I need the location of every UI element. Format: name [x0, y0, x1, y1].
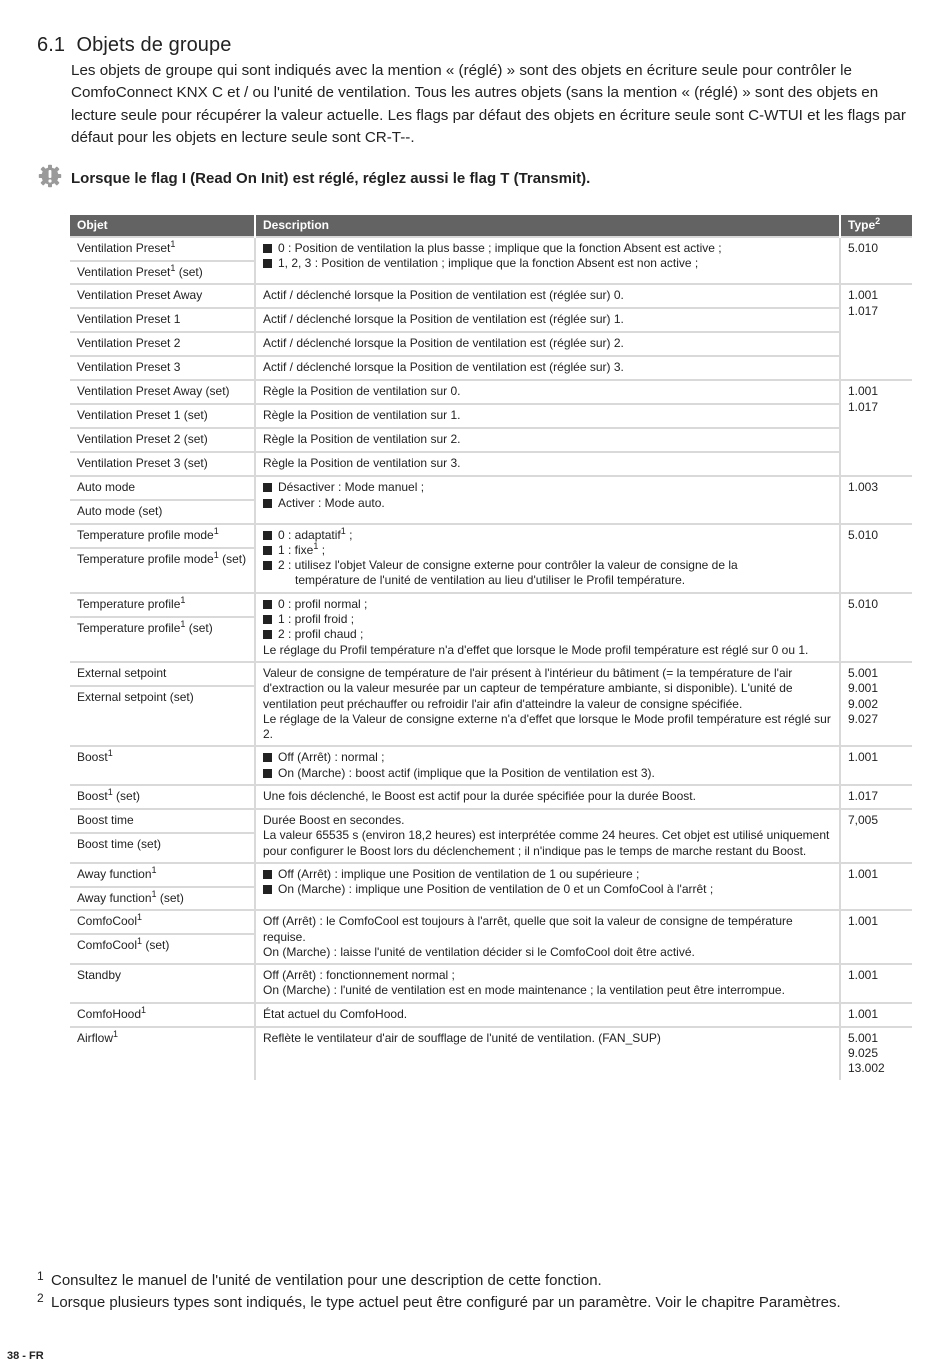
square-bullet-icon	[263, 753, 272, 762]
description-text: Règle la Position de ventilation sur 0.	[263, 384, 461, 399]
square-bullet-icon	[263, 259, 272, 268]
section-number: 6.1	[37, 34, 66, 56]
table-row	[70, 380, 912, 404]
table-row	[70, 809, 912, 863]
footnotes	[37, 1270, 907, 1314]
description-text: température de l'unité de ventilation au lieu d'utiliser le Profil température.	[295, 573, 686, 588]
type-value: 9.027	[848, 711, 879, 726]
description-text: Reflète le ventilateur d'air de soufflage de l'unité de ventilation. (FAN_SUP)	[263, 1030, 661, 1045]
object-name: Ventilation Preset 3 (set)	[77, 456, 208, 471]
object-name: Boost time (set)	[70, 832, 254, 855]
description-text: Durée Boost en secondes.	[263, 813, 405, 828]
description-text: Off (Arrêt) : le ComfoCool est toujours à l'arrêt, quelle que soit la valeur de consigne de température requise.	[263, 914, 793, 944]
object-name: Temperature profile mode$^1$ (set)	[70, 547, 254, 570]
bullet-item: On (Marche) : implique une Position de ventilation de 0 et un ComfoCool à l'arrêt ;	[263, 882, 832, 897]
type-cell	[840, 1027, 912, 1080]
description-text: Actif / déclenché lorsque la Position de ventilation est (réglée sur) 3.	[263, 360, 624, 375]
bullet-item: 1 : profil froid ;	[263, 612, 832, 627]
table-header-row	[70, 215, 912, 237]
object-name: Ventilation Preset Away (set)	[77, 384, 230, 399]
object-name: Temperature profile$^1$	[77, 594, 186, 611]
type-value: 1.017	[848, 399, 879, 414]
description-text: Règle la Position de ventilation sur 3.	[263, 456, 461, 471]
object-name: External setpoint	[77, 665, 167, 680]
table-row	[70, 356, 912, 380]
type-cell	[840, 785, 912, 809]
type-value: 1.001	[848, 750, 879, 765]
type-cell	[840, 380, 912, 476]
description-text: Valeur de consigne de température de l'air présent à l'intérieur du bâtiment (= la température de l'air d'extraction ou la valeur mesurée par un capteur de température ambiante, si disponible). L'unité de ventilation peut préchauffer ou refroidir l'air afin d'atteindre la valeur de consigne spécifiée.	[263, 665, 793, 711]
description-text: Actif / déclenché lorsque la Position de ventilation est (réglée sur) 1.	[263, 312, 624, 327]
warning-text: Lorsque le flag I (Read On Init) est réglé, réglez aussi le flag T (Transmit).	[71, 170, 591, 187]
square-bullet-icon	[263, 630, 272, 639]
warning-gear-icon	[38, 164, 62, 188]
square-bullet-icon	[263, 600, 272, 609]
object-name: Boost$^1$ (set)	[77, 787, 141, 804]
table-row	[70, 863, 912, 910]
description-text: Le réglage du Profil température n'a d'effet que lorsque le Mode profil température est réglé sur 0 ou 1.	[263, 642, 809, 657]
type-value: 9.002	[848, 696, 879, 711]
description-cell	[255, 452, 840, 476]
type-value: 1.017	[848, 789, 879, 804]
table-row	[70, 1027, 912, 1080]
table-row	[70, 428, 912, 452]
type-value: 1.001	[848, 288, 879, 303]
table-row	[70, 910, 912, 964]
description-text: Règle la Position de ventilation sur 2.	[263, 432, 461, 447]
square-bullet-icon	[263, 244, 272, 253]
description-cell	[255, 332, 840, 356]
square-bullet-icon	[263, 546, 272, 555]
type-cell	[840, 863, 912, 910]
object-cell	[70, 662, 255, 746]
bullet-item: On (Marche) : boost actif (implique que la Position de ventilation est 3).	[263, 766, 832, 781]
square-bullet-icon	[263, 885, 272, 894]
square-bullet-icon	[263, 615, 272, 624]
type-value: 1.001	[848, 1006, 879, 1021]
object-name: Auto mode (set)	[70, 499, 254, 522]
page-number: 38 - FR	[7, 1350, 44, 1362]
object-cell	[70, 356, 255, 380]
description-cell	[255, 476, 840, 523]
object-cell	[70, 524, 255, 593]
description-text: Off (Arrêt) : fonctionnement normal ;	[263, 968, 455, 983]
description-cell	[255, 308, 840, 332]
description-cell	[255, 809, 840, 863]
object-cell	[70, 964, 255, 1003]
description-cell	[255, 746, 840, 785]
table-row	[70, 746, 912, 785]
object-name: Away function$^1$ (set)	[70, 886, 254, 909]
bullet-item: 2 : profil chaud ;	[263, 627, 832, 642]
table-row	[70, 476, 912, 523]
object-name: Away function$^1$	[77, 864, 157, 881]
object-name: ComfoCool$^1$ (set)	[70, 933, 254, 956]
square-bullet-icon	[263, 870, 272, 879]
object-name: External setpoint (set)	[70, 685, 254, 708]
type-cell	[840, 910, 912, 964]
header-type: Type$^2$	[840, 215, 912, 237]
square-bullet-icon	[263, 531, 272, 540]
type-cell	[840, 476, 912, 523]
description-cell	[255, 237, 840, 284]
table-row	[70, 284, 912, 308]
object-name: Ventilation Preset 2 (set)	[77, 432, 208, 447]
table-body	[70, 237, 912, 1080]
object-name: ComfoHood$^1$	[77, 1004, 147, 1021]
type-value: 5.001	[848, 1030, 879, 1045]
table-row	[70, 404, 912, 428]
bullet-item: 1, 2, 3 : Position de ventilation ; implique que la fonction Absent est non active ;	[263, 256, 832, 271]
object-name: ComfoCool$^1$	[77, 912, 143, 929]
description-text: Actif / déclenché lorsque la Position de ventilation est (réglée sur) 0.	[263, 288, 624, 303]
intro-paragraph: Les objets de groupe qui sont indiqués avec la mention « (réglé) » sont des objets en écriture seule pour contrôler le ComfoConnect KNX C et / ou l'unité de ventilation. Tous les autres objets (sans la mention « (réglé) » sont des objets en lecture seule pour récupérer la valeur actuelle. Les flags par défaut des objets en écriture seule sont C-WTUI et les flags par défaut pour les objets en lecture seule sont CR-T--.	[71, 62, 906, 147]
bullet-item: 0 : profil normal ;	[263, 597, 832, 612]
header-objet: Objet	[70, 215, 255, 237]
type-value: 5.010	[848, 241, 879, 255]
type-value: 5.010	[848, 596, 879, 611]
table-row	[70, 662, 912, 746]
object-cell	[70, 785, 255, 809]
object-cell	[70, 452, 255, 476]
type-value: 7,005	[848, 813, 879, 828]
object-name: Airflow$^1$	[77, 1028, 119, 1045]
table-row	[70, 308, 912, 332]
square-bullet-icon	[263, 561, 272, 570]
table-row	[70, 332, 912, 356]
object-cell	[70, 284, 255, 308]
type-value: 9.025	[848, 1046, 879, 1061]
type-value: 13.002	[848, 1061, 885, 1076]
type-value: 1.001	[848, 968, 879, 983]
bullet-item: 0 : adaptatif$^1$ ;	[263, 528, 832, 543]
description-cell	[255, 1003, 840, 1027]
description-cell	[255, 404, 840, 428]
description-text: On (Marche) : l'unité de ventilation est en mode maintenance ; la ventilation peut être interrompue.	[263, 983, 785, 998]
bullet-item: Off (Arrêt) : implique une Position de ventilation de 1 ou supérieure ;	[263, 867, 832, 882]
description-text: Une fois déclenché, le Boost est actif pour la durée spécifiée pour la durée Boost.	[263, 789, 696, 804]
bullet-item: Off (Arrêt) : normal ;	[263, 750, 832, 765]
bullet-item: 0 : Position de ventilation la plus basse ; implique que la fonction Absent est active ;	[263, 241, 832, 256]
table-row	[70, 593, 912, 662]
object-cell	[70, 476, 255, 523]
object-name: Ventilation Preset 3	[77, 360, 181, 375]
bullet-item: Activer : Mode auto.	[263, 496, 832, 511]
object-cell	[70, 910, 255, 964]
description-text: Règle la Position de ventilation sur 1.	[263, 408, 461, 423]
type-cell	[840, 284, 912, 380]
table-row	[70, 524, 912, 593]
description-text: Actif / déclenché lorsque la Position de ventilation est (réglée sur) 2.	[263, 336, 624, 351]
type-value: 5.010	[848, 527, 879, 542]
object-cell	[70, 332, 255, 356]
object-name: Ventilation Preset 1 (set)	[77, 408, 208, 423]
square-bullet-icon	[263, 483, 272, 492]
object-cell	[70, 308, 255, 332]
table-row	[70, 1003, 912, 1027]
object-name: Auto mode	[77, 480, 136, 495]
description-cell	[255, 428, 840, 452]
section-heading: Objets de groupe	[76, 34, 232, 56]
description-text: État actuel du ComfoHood.	[263, 1006, 408, 1021]
object-name: Standby	[77, 968, 122, 983]
type-cell	[840, 662, 912, 746]
footnote-1: 1 Consultez le manuel de l'unité de ventilation pour une description de cette fonction.	[37, 1269, 602, 1289]
object-cell	[70, 1003, 255, 1027]
type-value: 1.017	[848, 303, 879, 318]
type-value: 1.001	[848, 384, 879, 399]
type-cell	[840, 809, 912, 863]
object-cell	[70, 593, 255, 662]
description-cell	[255, 356, 840, 380]
object-cell	[70, 428, 255, 452]
description-text: Le réglage de la Valeur de consigne externe n'a d'effet que lorsque le Mode profil température est réglé sur 2.	[263, 711, 831, 742]
header-description: Description	[255, 215, 840, 237]
table-row	[70, 237, 912, 284]
type-value: 1.001	[848, 866, 879, 881]
description-cell	[255, 785, 840, 809]
type-value: 1.003	[848, 480, 879, 495]
footnote-2: 2 Lorsque plusieurs types sont indiqués, le type actuel peut être configuré par un paramètre. Voir le chapitre Paramètres.	[37, 1291, 841, 1311]
object-cell	[70, 380, 255, 404]
section-title	[37, 34, 231, 57]
type-cell	[840, 1003, 912, 1027]
object-name: Ventilation Preset Away	[77, 288, 203, 303]
object-name: Boost time	[77, 813, 134, 828]
description-cell	[255, 380, 840, 404]
warning-note	[38, 164, 591, 188]
object-cell	[70, 1027, 255, 1080]
description-cell	[255, 910, 840, 964]
description-cell	[255, 863, 840, 910]
type-value: 1.001	[848, 914, 879, 929]
object-name: Temperature profile$^1$ (set)	[70, 616, 254, 639]
description-text: La valeur 65535 s (environ 18,2 heures) est interprétée comme 24 heures. Cet objet est utilisé uniquement pour configurer le Boost lors du déclenchement ; il n'indique pas le temps de marche restant du Boost.	[263, 828, 830, 858]
object-name: Ventilation Preset$^1$ (set)	[70, 260, 254, 283]
object-cell	[70, 404, 255, 428]
object-name: Ventilation Preset$^1$	[77, 239, 176, 255]
object-cell	[70, 746, 255, 785]
group-objects-table	[70, 215, 912, 1080]
type-cell	[840, 593, 912, 662]
description-cell	[255, 1027, 840, 1080]
square-bullet-icon	[263, 499, 272, 508]
bullet-item: 2 : utilisez l'objet Valeur de consigne externe pour contrôler la valeur de consigne de la	[263, 558, 832, 573]
object-cell	[70, 809, 255, 863]
table-row	[70, 964, 912, 1003]
object-name: Boost$^1$	[77, 748, 113, 765]
square-bullet-icon	[263, 769, 272, 778]
description-text: On (Marche) : laisse l'unité de ventilation décider si le ComfoCool doit être activé.	[263, 944, 695, 959]
table-row	[70, 785, 912, 809]
description-cell	[255, 662, 840, 746]
bullet-item: 1 : fixe$^1$ ;	[263, 543, 832, 558]
object-name: Ventilation Preset 1	[77, 312, 181, 327]
description-cell	[255, 593, 840, 662]
description-cell	[255, 524, 840, 593]
bullet-item: Désactiver : Mode manuel ;	[263, 480, 832, 495]
type-cell	[840, 524, 912, 593]
object-name: Ventilation Preset 2	[77, 336, 181, 351]
object-cell	[70, 237, 255, 284]
type-cell	[840, 964, 912, 1003]
type-cell	[840, 237, 912, 284]
description-cell	[255, 284, 840, 308]
table-row	[70, 452, 912, 476]
type-cell	[840, 746, 912, 785]
object-name: Temperature profile mode$^1$	[77, 525, 219, 542]
description-cell	[255, 964, 840, 1003]
type-value: 9.001	[848, 681, 879, 696]
object-cell	[70, 863, 255, 910]
type-value: 5.001	[848, 665, 879, 680]
